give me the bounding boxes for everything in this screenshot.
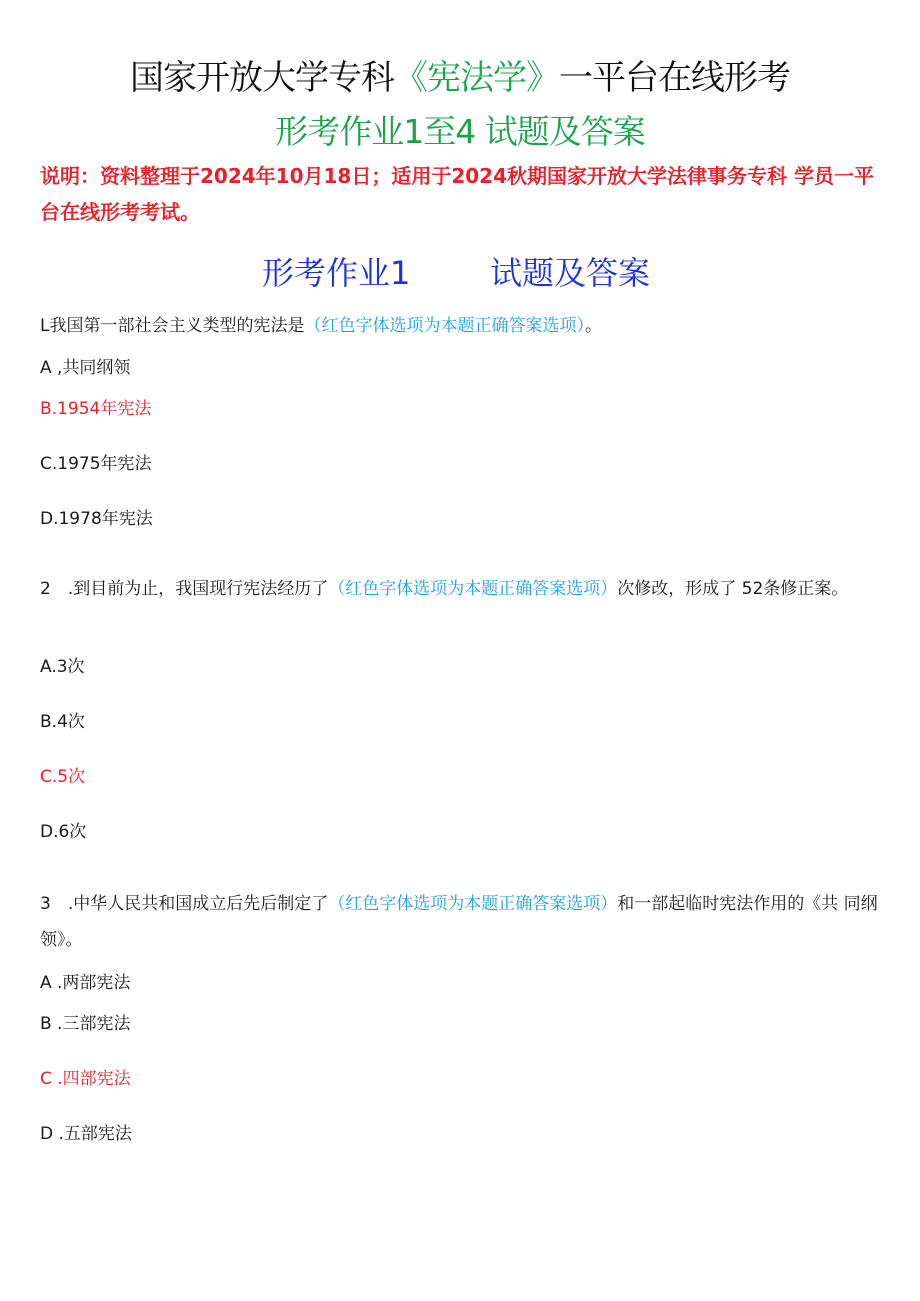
- question-2-option-c: C.5次: [40, 767, 86, 787]
- document-title: [0, 50, 920, 99]
- question-1-hint: （红色字体选项为本题正确答案选项）: [304, 316, 585, 336]
- question-2-option-b: B.4次: [40, 712, 85, 732]
- question-3-stem-end: 和一部起临时宪法作用的《共 同纲领》。: [40, 894, 878, 950]
- question-2-option-d: D.6次: [40, 822, 87, 842]
- title-course: 《宪法学》: [394, 58, 559, 98]
- question-1-option-d: D.1978年宪法: [40, 509, 153, 529]
- question-1-option-a: A ,共同纲领: [40, 358, 131, 378]
- question-2-stem: [40, 571, 880, 607]
- question-3-option-c: C .四部宪法: [40, 1069, 131, 1089]
- section-heading-part-b: 试题及答案: [490, 254, 651, 292]
- question-3-option-d: D .五部宪法: [40, 1124, 132, 1144]
- question-3-option-a: A .两部宪法: [40, 973, 131, 993]
- document-subtitle: 形考作业1至4 试题及答案: [275, 112, 645, 151]
- question-3-option-b: B .三部宪法: [40, 1014, 131, 1034]
- title-part-a: 国家开放大学专科: [130, 58, 394, 98]
- question-2-stem-end: 次修改，形成了 52条修正案。: [617, 579, 849, 599]
- document-note: 说明：资料整理于2024年10月18日；适用于2024秋期国家开放大学法律事务专科 学员一平台在线形考考试。: [40, 164, 874, 224]
- question-1-stem: [40, 311, 602, 336]
- title-part-b: 一平台在线形考: [559, 58, 790, 98]
- question-2-option-a: A.3次: [40, 657, 85, 677]
- question-1-option-b: B.1954年宪法: [40, 399, 152, 419]
- question-3-stem-text: 3 .中华人民共和国成立后先后制定了: [40, 894, 329, 914]
- section-heading-part-a: 形考作业1: [262, 254, 411, 292]
- question-3-hint: （红色字体选项为本题正确答案选项）: [328, 894, 618, 914]
- question-1-stem-text: L我国第一部社会主义类型的宪法是: [40, 316, 305, 336]
- question-2-hint: （红色字体选项为本题正确答案选项）: [328, 579, 618, 599]
- question-3-stem: [40, 886, 880, 958]
- question-1-stem-end: 。: [584, 316, 602, 336]
- question-1-option-c: C.1975年宪法: [40, 454, 152, 474]
- question-2-stem-text: 2 .到目前为止，我国现行宪法经历了: [40, 579, 329, 599]
